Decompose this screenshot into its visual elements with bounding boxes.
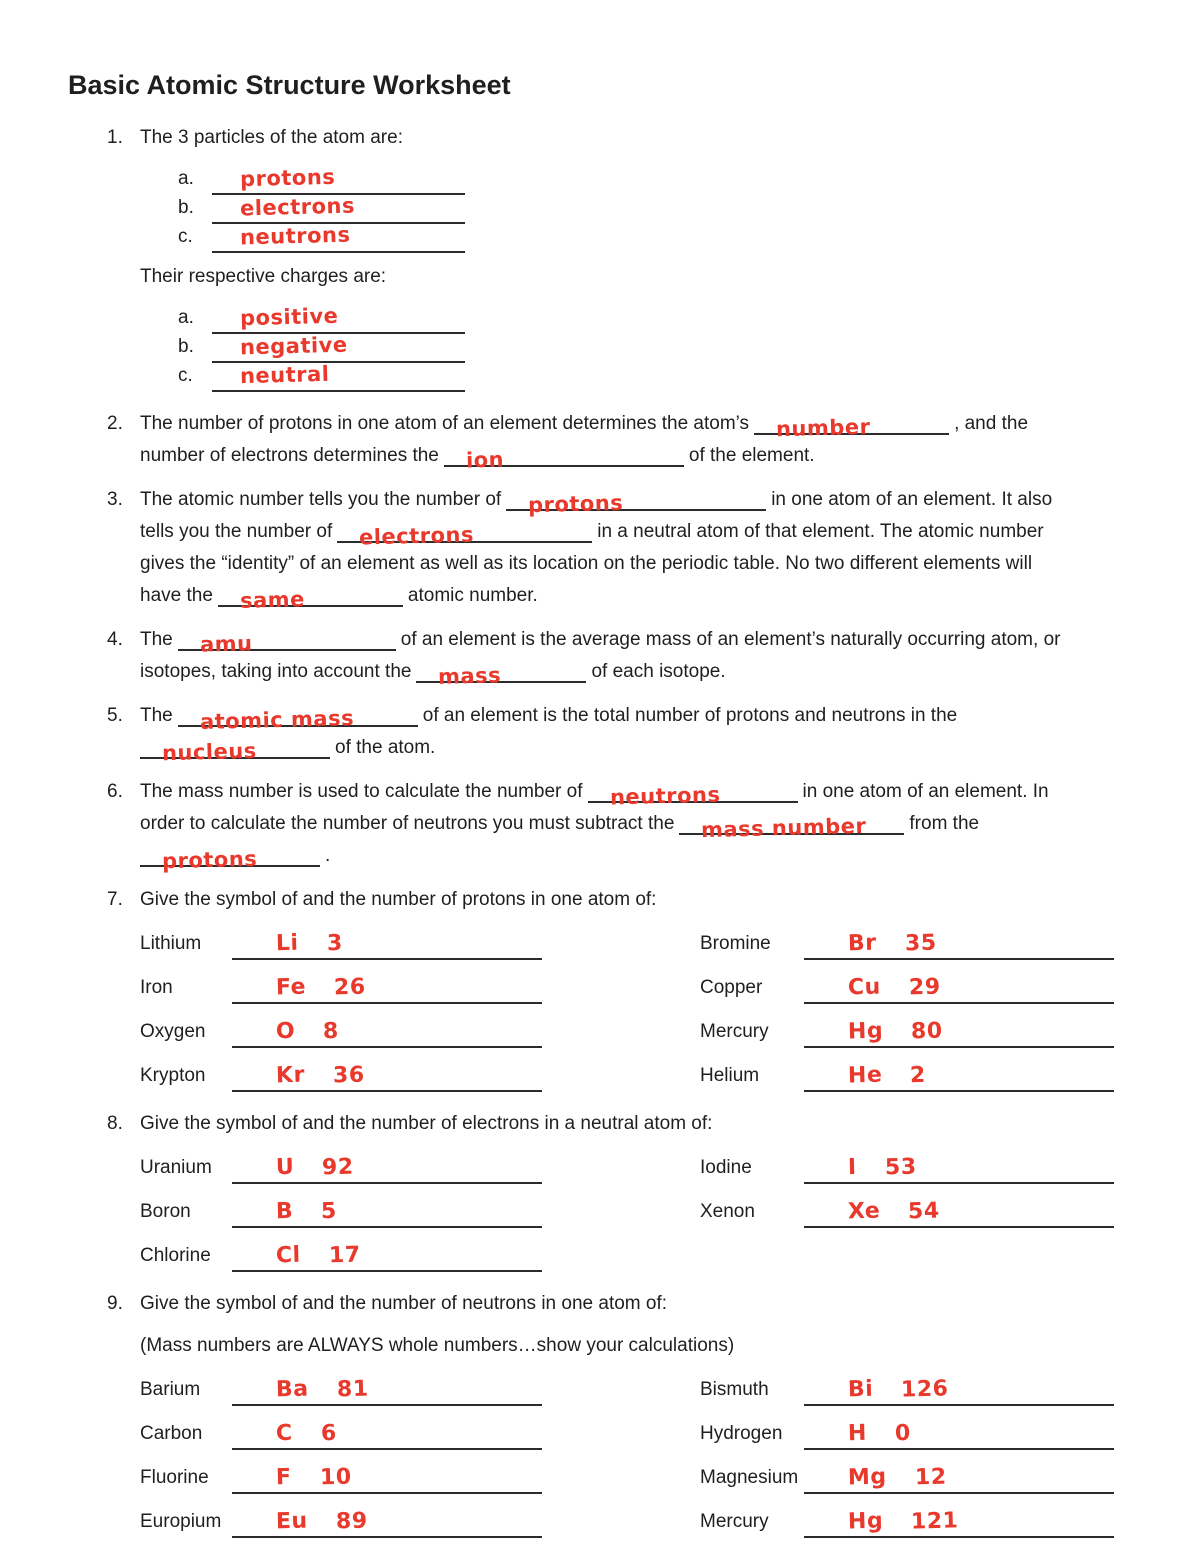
question-3-body [140,484,1138,612]
q7-bromine-symbol: Br [847,930,877,957]
q9-fluorine-value: 10 [319,1464,352,1491]
element-label-fluorine: Fluorine [140,1467,209,1488]
element-label-boron: Boron [140,1201,191,1222]
element-label-uranium: Uranium [140,1157,212,1178]
element-label-lithium: Lithium [140,933,202,954]
element-label-iodine: Iodine [700,1157,752,1178]
q7-helium-symbol: He [847,1062,883,1089]
question-8 [68,1108,1138,1272]
question-8-number: 8. [107,1113,123,1134]
q9-bismuth-symbol: Bi [847,1376,874,1403]
q9-hydrogen-blank [804,1418,1114,1450]
q4-text-1: The [140,629,173,650]
q8-row-1 [140,1152,1138,1184]
particle-b-answer: electrons [239,193,356,221]
q8-row-3 [140,1240,1138,1272]
q8-iodine-symbol: I [847,1154,858,1181]
q7-row-1 [140,928,1138,960]
q8-chlorine-value: 17 [328,1242,361,1269]
question-1-particles [140,166,1138,253]
q7-bromine-cell [700,928,1114,960]
q8-xenon-blank [804,1196,1114,1228]
q7-copper-cell [700,972,1114,1004]
q3-answer-electrons: electrons [358,522,475,550]
q9-barium-value: 81 [336,1376,369,1403]
charge-a-label: a. [178,307,194,328]
q8-boron-cell [140,1196,542,1228]
particle-c-label: c. [178,226,193,247]
q4-answer-amu: amu [199,631,253,657]
q4-text-4: of each isotope. [591,661,726,682]
particle-a-answer: protons [239,164,336,192]
question-6-line-3 [140,840,1138,872]
q6-answer-neutrons: neutrons [609,782,721,810]
q4-text-3: isotopes, taking into account the [140,661,412,682]
q5-blank-nucleus [140,735,330,766]
question-9-note: (Mass numbers are ALWAYS whole numbers…show your calculations) [140,1335,735,1356]
q5-answer-atomic-mass: atomic mass [199,705,355,735]
q9-hydrogen-symbol: H [847,1420,868,1447]
q7-mercury-cell [700,1016,1114,1048]
q7-copper-symbol: Cu [847,974,882,1001]
q9-europium-blank [232,1506,542,1538]
question-3-number: 3. [107,489,123,510]
q3-answer-protons: protons [527,490,624,518]
q8-row-2 [140,1196,1138,1228]
q7-iron-value: 26 [333,974,366,1001]
charges-prompt: Their respective charges are: [140,266,387,287]
question-6-line-2 [140,808,1138,843]
question-4-line-1 [140,624,1138,656]
question-7-prompt: Give the symbol of and the number of protons in one atom of: [140,889,657,910]
question-9-prompt: Give the symbol of and the number of neutrons in one atom of: [140,1293,668,1314]
q9-europium-symbol: Eu [275,1508,309,1535]
q7-mercury-blank [804,1016,1114,1048]
question-3-line-1 [140,484,1138,516]
q4-blank-amu [178,627,396,657]
q7-mercury-symbol: Hg [847,1018,884,1045]
q9-bismuth-blank [804,1374,1114,1406]
q7-row-3 [140,1016,1138,1048]
question-6-number: 6. [107,781,123,802]
question-1-charges [140,305,1138,392]
q9-mercury2-cell [700,1506,1114,1538]
q9-barium-symbol: Ba [275,1376,309,1403]
q2-answer-ion: ion [465,447,505,473]
q3-blank-same [218,583,403,613]
q5-blank-atomic-mass [178,703,418,735]
q9-fluorine-cell [140,1462,542,1494]
question-1-prompt: The 3 particles of the atom are: [140,127,403,148]
q9-hydrogen-cell [700,1418,1114,1450]
q7-helium-value: 2 [910,1062,927,1089]
question-7 [68,884,1138,1092]
q9-row-2 [140,1418,1138,1450]
question-5-line-1 [140,700,1138,735]
element-label-chlorine: Chlorine [140,1245,211,1266]
q2-text-1: The number of protons in one atom of an element determines the atom’s [140,413,750,434]
q7-krypton-blank [232,1060,542,1092]
q7-row-4 [140,1060,1138,1092]
element-label-mercury: Mercury [700,1021,769,1042]
q7-bromine-value: 35 [904,930,937,957]
q2-blank-ion [444,443,684,473]
question-3-line-3: gives the “identity” of an element as well as its location on the periodic table. No two different elements will [140,553,1033,574]
q9-carbon-cell [140,1418,542,1450]
page-title: Basic Atomic Structure Worksheet [68,70,511,100]
question-4 [68,624,1138,688]
q7-oxygen-value: 8 [322,1018,340,1045]
element-label-helium: Helium [700,1065,760,1086]
question-9-rows [140,1374,1138,1538]
question-5-number: 5. [107,705,123,726]
q9-barium-blank [232,1374,542,1406]
q7-oxygen-blank [232,1016,542,1048]
question-6-body [140,776,1138,872]
question-5-body [140,700,1138,764]
q3-blank-protons [506,487,766,518]
q3-text-3: tells you the number of [140,521,333,542]
q5-text-3: of the atom. [335,737,436,758]
element-label-magnesium: Magnesium [700,1467,799,1488]
question-6 [68,776,1138,872]
q3-blank-electrons [337,519,592,550]
question-7-body [140,884,1138,1092]
q9-bismuth-value: 126 [900,1376,950,1403]
q8-uranium-symbol: U [275,1154,295,1181]
q7-helium-blank [804,1060,1114,1092]
q9-magnesium-value: 12 [914,1464,947,1491]
charge-b-answer: negative [239,332,348,360]
q9-mercury2-value: 121 [910,1508,959,1535]
question-2-number: 2. [107,413,123,434]
q8-boron-symbol: B [275,1198,294,1225]
q7-bromine-blank [804,928,1114,960]
question-7-number: 7. [107,889,123,910]
question-9-number: 9. [107,1293,123,1314]
question-3 [68,484,1138,612]
q2-text-3: number of electrons determines the [140,445,439,466]
element-label-bromine: Bromine [700,933,771,954]
q9-row-1 [140,1374,1138,1406]
element-label-krypton: Krypton [140,1065,206,1086]
question-2-line-1 [140,408,1138,440]
q6-text-5: . [325,845,331,866]
q9-fluorine-symbol: F [275,1464,292,1491]
q4-blank-mass [416,659,586,689]
question-2-body [140,408,1138,472]
q9-magnesium-cell [700,1462,1114,1494]
q8-xenon-value: 54 [907,1198,941,1225]
question-8-rows [140,1152,1138,1272]
question-9-body [140,1288,1138,1538]
q9-carbon-symbol: C [275,1420,293,1447]
q3-text-2: in one atom of an element. It also [771,489,1053,510]
q9-europium-cell [140,1506,542,1538]
q6-blank-mass-number [679,811,904,843]
q7-krypton-symbol: Kr [275,1062,306,1089]
element-label-xenon: Xenon [700,1201,755,1222]
question-3-line-2 [140,516,1138,548]
particle-c-answer: neutrons [239,222,351,250]
element-label-mercury2: Mercury [700,1511,769,1532]
q6-answer-protons: protons [161,846,258,874]
question-6-line-1 [140,776,1138,808]
q4-text-2: of an element is the average mass of an element’s naturally occurring atom, or [400,629,1061,650]
q5-text-2: of an element is the total number of protons and neutrons in the [422,705,958,726]
question-4-number: 4. [107,629,123,650]
q8-iodine-value: 53 [884,1154,917,1181]
q8-uranium-cell [140,1152,542,1184]
q7-lithium-blank [232,928,542,960]
q7-iron-blank [232,972,542,1004]
element-label-oxygen: Oxygen [140,1021,206,1042]
question-7-rows [140,928,1138,1092]
particle-b-label: b. [178,197,194,218]
q8-chlorine-cell [140,1240,542,1272]
q9-magnesium-symbol: Mg [847,1464,887,1491]
question-1 [68,122,1138,396]
charge-b-label: b. [178,336,194,357]
question-2 [68,408,1138,472]
q7-copper-blank [804,972,1114,1004]
q7-krypton-value: 36 [332,1062,365,1089]
element-label-carbon: Carbon [140,1423,203,1444]
q8-uranium-value: 92 [322,1154,355,1181]
q6-text-3: order to calculate the number of neutrons you must subtract the [140,813,675,834]
charge-a-answer: positive [239,303,339,331]
question-9 [68,1288,1138,1538]
q8-iodine-blank [804,1152,1114,1184]
q7-lithium-value: 3 [326,930,343,957]
q8-iodine-cell [700,1152,1114,1184]
question-3-line-4 [140,580,1138,612]
q9-carbon-value: 6 [320,1420,337,1447]
charge-b-blank [212,332,465,363]
q4-answer-mass: mass [438,663,502,689]
q7-copper-value: 29 [908,974,941,1001]
q2-answer-number: number [775,414,871,442]
q8-xenon-cell [700,1196,1114,1228]
element-label-copper: Copper [700,977,763,998]
question-8-prompt: Give the symbol of and the number of electrons in a neutral atom of: [140,1113,713,1134]
particle-c-blank [212,222,465,253]
q7-row-2 [140,972,1138,1004]
question-5-line-2 [140,732,1138,764]
question-4-body [140,624,1138,688]
q9-carbon-blank [232,1418,542,1450]
q7-krypton-cell [140,1060,542,1092]
charge-c-label: c. [178,365,193,386]
charge-row-c [178,363,1138,392]
q5-answer-nucleus: nucleus [161,738,258,766]
q3-text-4: in a neutral atom of that element. The atomic number [597,521,1044,542]
question-1-number: 1. [107,127,123,148]
element-label-bismuth: Bismuth [700,1379,769,1400]
question-8-body [140,1108,1138,1272]
particle-a-label: a. [178,168,194,189]
element-label-europium: Europium [140,1511,222,1532]
q7-lithium-symbol: Li [275,930,299,957]
element-label-iron: Iron [140,977,173,998]
q2-blank-number [754,411,949,442]
particle-row-c [178,224,1138,253]
q7-iron-symbol: Fe [275,974,307,1001]
q6-blank-protons [140,843,320,874]
q8-chlorine-symbol: Cl [275,1242,301,1269]
q5-text-1: The [140,705,173,726]
q3-text-6: atomic number. [407,585,538,606]
charge-c-answer: neutral [239,361,330,389]
element-label-hydrogen: Hydrogen [700,1423,783,1444]
q8-uranium-blank [232,1152,542,1184]
q2-text-2: , and the [954,413,1029,434]
charge-c-blank [212,361,465,392]
q7-oxygen-cell [140,1016,542,1048]
q9-row-4 [140,1506,1138,1538]
q9-hydrogen-value: 0 [894,1420,912,1447]
q9-mercury2-symbol: Hg [847,1508,884,1535]
q3-answer-same: same [239,587,306,613]
question-2-line-2 [140,440,1138,472]
q6-answer-mass-number: mass number [701,813,867,843]
q9-bismuth-cell [700,1374,1114,1406]
q8-boron-value: 5 [320,1198,338,1225]
q8-chlorine-blank [232,1240,542,1272]
q7-mercury-value: 80 [910,1018,944,1045]
q7-iron-cell [140,972,542,1004]
question-5 [68,700,1138,764]
q9-europium-value: 89 [335,1508,368,1535]
q9-row-3 [140,1462,1138,1494]
q2-text-4: of the element. [688,445,815,466]
element-label-barium: Barium [140,1379,201,1400]
q8-xenon-symbol: Xe [847,1198,881,1225]
q7-helium-cell [700,1060,1114,1092]
q3-text-5: have the [140,585,213,606]
q9-magnesium-blank [804,1462,1114,1494]
q9-barium-cell [140,1374,542,1406]
q6-text-1: The mass number is used to calculate the number of [140,781,583,802]
q7-lithium-cell [140,928,542,960]
q9-fluorine-blank [232,1462,542,1494]
q9-mercury2-blank [804,1506,1114,1538]
q3-text-1: The atomic number tells you the number of [140,489,502,510]
question-4-line-2 [140,656,1138,688]
q6-blank-neutrons [588,779,798,810]
question-1-body [140,122,1138,396]
q8-boron-blank [232,1196,542,1228]
q6-text-4: from the [909,813,980,834]
q6-text-2: in one atom of an element. In [802,781,1049,802]
q7-oxygen-symbol: O [275,1018,296,1045]
